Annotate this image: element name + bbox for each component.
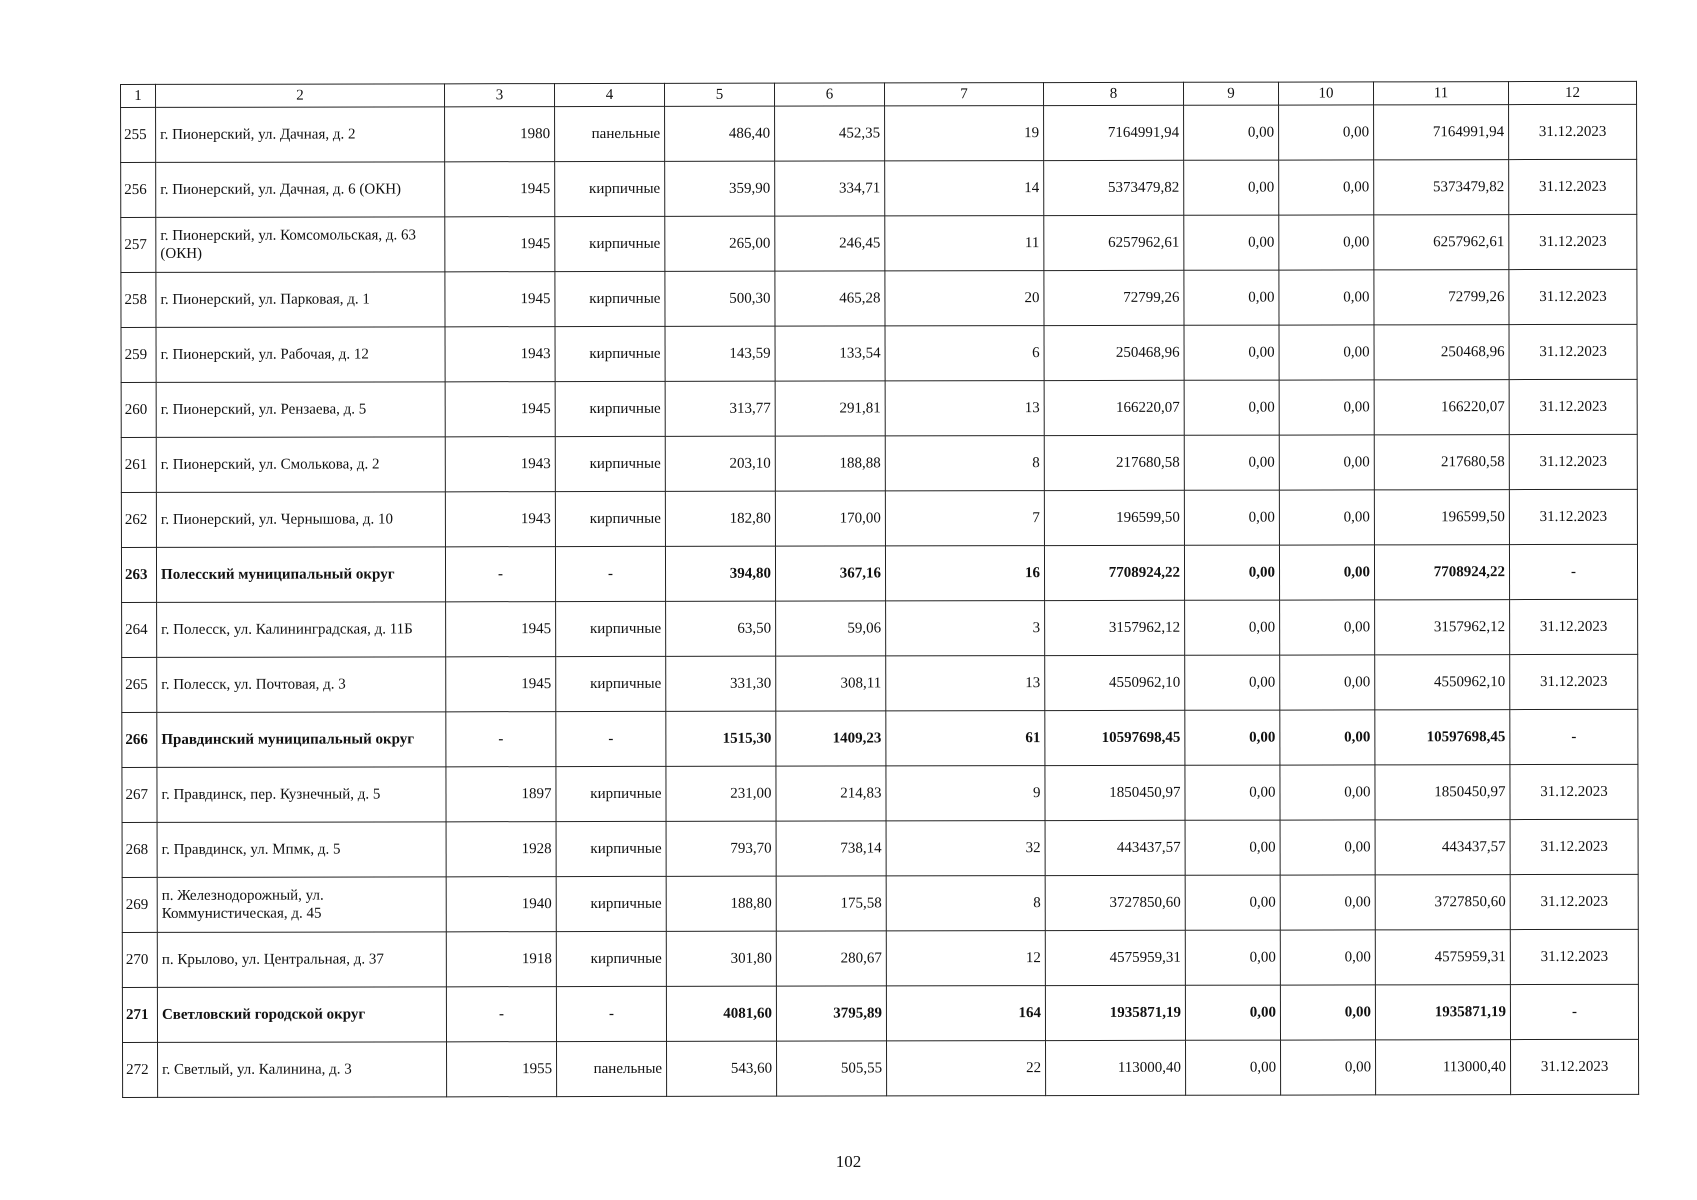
- table-row: [121, 159, 1637, 217]
- cost-budget-cell: 0,00: [1281, 1040, 1376, 1095]
- table-row: [121, 489, 1637, 547]
- cost-other-cell: 3727850,60: [1375, 875, 1510, 930]
- area-total-cell: 203,10: [665, 436, 775, 491]
- column-header-11: 11: [1373, 82, 1508, 105]
- area-total-cell: 313,77: [665, 381, 775, 436]
- cost-other-cell: 250468,96: [1374, 325, 1509, 380]
- area-total-cell: 394,80: [665, 546, 775, 601]
- year-cell: 1945: [445, 272, 555, 327]
- area-living-cell: 280,67: [776, 931, 886, 986]
- residents-cell: 11: [885, 216, 1044, 271]
- row-number: 269: [122, 877, 157, 932]
- cost-other-cell: 196599,50: [1374, 490, 1509, 545]
- residents-cell: 32: [886, 821, 1045, 876]
- row-number: 264: [122, 602, 157, 657]
- residents-cell: 13: [886, 656, 1045, 711]
- address-cell: г. Полесск, ул. Калининградская, д. 11Б: [157, 602, 446, 658]
- year-cell: 1945: [445, 162, 555, 217]
- area-living-cell: 738,14: [776, 821, 886, 876]
- area-total-cell: 143,59: [665, 326, 775, 381]
- cost-total-cell: 443437,57: [1045, 820, 1185, 875]
- table-row: [121, 269, 1637, 327]
- address-cell: г. Светлый, ул. Калинина, д. 3: [158, 1042, 447, 1098]
- year-cell: 1943: [445, 437, 555, 492]
- cost-budget-cell: 0,00: [1280, 710, 1375, 765]
- cost-fund-cell: 0,00: [1184, 325, 1279, 380]
- table-row: [122, 654, 1638, 712]
- area-total-cell: 543,60: [667, 1041, 777, 1096]
- table-row: [121, 324, 1637, 382]
- cost-fund-cell: 0,00: [1184, 105, 1279, 160]
- wall-material-cell: кирпичные: [556, 766, 666, 821]
- year-cell: 1980: [445, 107, 555, 162]
- area-total-cell: 359,90: [665, 161, 775, 216]
- cost-total-cell: 250468,96: [1044, 325, 1184, 380]
- cost-other-cell: 443437,57: [1375, 820, 1510, 875]
- table-row: [121, 434, 1637, 492]
- cost-total-cell: 6257962,61: [1044, 215, 1184, 270]
- area-living-cell: 59,06: [776, 601, 886, 656]
- table-row: [122, 929, 1638, 987]
- row-number: 267: [122, 767, 157, 822]
- column-header-7: 7: [884, 83, 1043, 106]
- address-cell: п. Крылово, ул. Центральная, д. 37: [157, 932, 446, 988]
- wall-material-cell: -: [555, 546, 665, 601]
- cost-budget-cell: 0,00: [1279, 435, 1374, 490]
- deadline-cell: -: [1510, 709, 1638, 764]
- cost-fund-cell: 0,00: [1184, 490, 1279, 545]
- cost-budget-cell: 0,00: [1279, 105, 1374, 160]
- address-cell: г. Пионерский, ул. Смолькова, д. 2: [156, 437, 445, 493]
- cost-fund-cell: 0,00: [1185, 875, 1280, 930]
- cost-total-cell: 7164991,94: [1044, 105, 1184, 160]
- cost-budget-cell: 0,00: [1279, 160, 1374, 215]
- row-number: 260: [121, 382, 156, 437]
- deadline-cell: 31.12.2023: [1509, 159, 1637, 214]
- wall-material-cell: кирпичные: [556, 821, 666, 876]
- column-header-12: 12: [1508, 81, 1636, 104]
- address-cell: г. Полесск, ул. Почтовая, д. 3: [157, 657, 446, 713]
- deadline-cell: 31.12.2023: [1511, 1039, 1639, 1094]
- residents-cell: 20: [885, 271, 1044, 326]
- row-number: 263: [121, 547, 156, 602]
- row-number: 270: [122, 932, 157, 987]
- area-total-cell: 188,80: [666, 876, 776, 931]
- residents-cell: 164: [886, 986, 1045, 1041]
- area-living-cell: 188,88: [775, 436, 885, 491]
- residents-cell: 13: [885, 381, 1044, 436]
- row-number: 257: [121, 217, 156, 272]
- deadline-cell: 31.12.2023: [1509, 324, 1637, 379]
- deadline-cell: 31.12.2023: [1509, 214, 1637, 269]
- year-cell: 1943: [445, 327, 555, 382]
- residents-cell: 8: [885, 436, 1044, 491]
- residents-cell: 19: [885, 106, 1044, 161]
- column-header-8: 8: [1043, 82, 1183, 105]
- residents-cell: 6: [885, 326, 1044, 381]
- column-header-3: 3: [445, 84, 555, 107]
- cost-budget-cell: 0,00: [1280, 820, 1375, 875]
- cost-fund-cell: 0,00: [1185, 985, 1280, 1040]
- year-cell: -: [446, 987, 556, 1042]
- cost-fund-cell: 0,00: [1185, 930, 1280, 985]
- cost-other-cell: 166220,07: [1374, 380, 1509, 435]
- wall-material-cell: кирпичные: [555, 436, 665, 491]
- area-total-cell: 182,80: [665, 491, 775, 546]
- address-cell: г. Пионерский, ул. Дачная, д. 6 (ОКН): [156, 162, 445, 218]
- column-header-2: 2: [156, 84, 445, 108]
- cost-budget-cell: 0,00: [1279, 270, 1374, 325]
- table-row: [122, 764, 1638, 822]
- row-number: 266: [122, 712, 157, 767]
- deadline-cell: 31.12.2023: [1509, 269, 1637, 324]
- year-cell: 1897: [446, 767, 556, 822]
- area-total-cell: 500,30: [665, 271, 775, 326]
- row-number: 271: [122, 987, 157, 1042]
- wall-material-cell: кирпичные: [555, 491, 665, 546]
- year-cell: 1943: [445, 492, 555, 547]
- address-cell: г. Правдинск, пер. Кузнечный, д. 5: [157, 767, 446, 823]
- area-living-cell: 367,16: [775, 546, 885, 601]
- wall-material-cell: кирпичные: [555, 271, 665, 326]
- cost-other-cell: 3157962,12: [1375, 600, 1510, 655]
- address-cell: г. Пионерский, ул. Рабочая, д. 12: [156, 327, 445, 383]
- column-header-5: 5: [664, 83, 774, 106]
- cost-total-cell: 3727850,60: [1045, 875, 1185, 930]
- cost-fund-cell: 0,00: [1185, 820, 1280, 875]
- cost-fund-cell: 0,00: [1184, 270, 1279, 325]
- residents-cell: 16: [885, 546, 1044, 601]
- cost-other-cell: 7708924,22: [1374, 545, 1509, 600]
- deadline-cell: -: [1510, 984, 1638, 1039]
- residents-cell: 3: [886, 601, 1045, 656]
- table-row: [123, 1039, 1639, 1097]
- area-total-cell: 63,50: [666, 601, 776, 656]
- row-number: 265: [122, 657, 157, 712]
- cost-budget-cell: 0,00: [1280, 600, 1375, 655]
- page-number: 102: [835, 1152, 862, 1171]
- cost-other-cell: 4550962,10: [1375, 655, 1510, 710]
- cost-budget-cell: 0,00: [1279, 490, 1374, 545]
- table-row: [121, 379, 1637, 437]
- deadline-cell: 31.12.2023: [1509, 104, 1637, 159]
- address-cell: п. Железнодорожный, ул. Коммунистическая, д. 45: [157, 877, 446, 933]
- cost-total-cell: 4575959,31: [1045, 930, 1185, 985]
- table-row: [121, 104, 1637, 162]
- row-number: 262: [121, 492, 156, 547]
- address-cell: Правдинский муниципальный округ: [157, 712, 446, 768]
- row-number: 261: [121, 437, 156, 492]
- address-cell: г. Пионерский, ул. Чернышова, д. 10: [156, 492, 445, 548]
- area-living-cell: 505,55: [777, 1041, 887, 1096]
- residents-cell: 14: [885, 161, 1044, 216]
- address-cell: г. Пионерский, ул. Рензаева, д. 5: [156, 382, 445, 438]
- area-living-cell: 452,35: [775, 106, 885, 161]
- cost-total-cell: 1935871,19: [1045, 985, 1185, 1040]
- row-number: 258: [121, 272, 156, 327]
- area-total-cell: 265,00: [665, 216, 775, 271]
- deadline-cell: 31.12.2023: [1510, 599, 1638, 654]
- area-total-cell: 793,70: [666, 821, 776, 876]
- table-row: [122, 874, 1638, 932]
- year-cell: -: [445, 547, 555, 602]
- area-total-cell: 301,80: [666, 931, 776, 986]
- cost-total-cell: 113000,40: [1046, 1040, 1186, 1095]
- residents-cell: 8: [886, 876, 1045, 931]
- deadline-cell: 31.12.2023: [1510, 654, 1638, 709]
- area-living-cell: 170,00: [775, 491, 885, 546]
- cost-budget-cell: 0,00: [1279, 545, 1374, 600]
- district-total-row: [121, 544, 1637, 602]
- table-row: [122, 819, 1638, 877]
- cost-other-cell: 1935871,19: [1375, 985, 1510, 1040]
- column-header-6: 6: [774, 83, 884, 106]
- district-total-row: [122, 709, 1638, 767]
- cost-total-cell: 3157962,12: [1045, 600, 1185, 655]
- cost-budget-cell: 0,00: [1279, 325, 1374, 380]
- column-header-9: 9: [1183, 82, 1278, 105]
- cost-fund-cell: 0,00: [1184, 215, 1279, 270]
- wall-material-cell: кирпичные: [555, 326, 665, 381]
- cost-fund-cell: 0,00: [1185, 655, 1280, 710]
- table-row: [122, 599, 1638, 657]
- housing-table: [120, 81, 1639, 1098]
- deadline-cell: -: [1509, 544, 1637, 599]
- residents-cell: 61: [886, 711, 1045, 766]
- area-total-cell: 4081,60: [666, 986, 776, 1041]
- address-cell: Полесский муниципальный округ: [156, 547, 445, 603]
- address-cell: г. Пионерский, ул. Парковая, д. 1: [156, 272, 445, 328]
- wall-material-cell: панельные: [555, 106, 665, 161]
- cost-fund-cell: 0,00: [1184, 545, 1279, 600]
- cost-budget-cell: 0,00: [1279, 215, 1374, 270]
- cost-budget-cell: 0,00: [1280, 765, 1375, 820]
- residents-cell: 12: [886, 931, 1045, 986]
- year-cell: 1945: [446, 657, 556, 712]
- year-cell: 1945: [446, 602, 556, 657]
- area-living-cell: 246,45: [775, 216, 885, 271]
- address-cell: г. Пионерский, ул. Дачная, д. 2: [156, 107, 445, 163]
- row-number: 259: [121, 327, 156, 382]
- cost-fund-cell: 0,00: [1186, 1040, 1281, 1095]
- row-number: 256: [121, 162, 156, 217]
- cost-other-cell: 5373479,82: [1374, 160, 1509, 215]
- wall-material-cell: кирпичные: [556, 931, 666, 986]
- address-cell: г. Правдинск, ул. Мпмк, д. 5: [157, 822, 446, 878]
- cost-total-cell: 72799,26: [1044, 270, 1184, 325]
- address-cell: г. Пионерский, ул. Комсомольская, д. 63 (ОКН): [156, 217, 445, 273]
- area-living-cell: 175,58: [776, 876, 886, 931]
- area-living-cell: 133,54: [775, 326, 885, 381]
- cost-fund-cell: 0,00: [1184, 160, 1279, 215]
- wall-material-cell: панельные: [557, 1041, 667, 1096]
- cost-fund-cell: 0,00: [1184, 435, 1279, 490]
- column-number-row: [121, 81, 1637, 107]
- address-cell: Светловский городской округ: [157, 987, 446, 1043]
- area-total-cell: 231,00: [666, 766, 776, 821]
- district-total-row: [122, 984, 1638, 1042]
- cost-budget-cell: 0,00: [1280, 985, 1375, 1040]
- row-number: 255: [121, 107, 156, 162]
- year-cell: -: [446, 712, 556, 767]
- row-number: 268: [122, 822, 157, 877]
- area-living-cell: 334,71: [775, 161, 885, 216]
- deadline-cell: 31.12.2023: [1509, 434, 1637, 489]
- area-living-cell: 291,81: [775, 381, 885, 436]
- residents-cell: 22: [887, 1041, 1046, 1096]
- cost-other-cell: 72799,26: [1374, 270, 1509, 325]
- cost-other-cell: 217680,58: [1374, 435, 1509, 490]
- wall-material-cell: кирпичные: [555, 216, 665, 271]
- cost-total-cell: 166220,07: [1044, 380, 1184, 435]
- document-sheet: [120, 81, 1638, 1098]
- year-cell: 1945: [445, 217, 555, 272]
- deadline-cell: 31.12.2023: [1509, 379, 1637, 434]
- area-total-cell: 331,30: [666, 656, 776, 711]
- wall-material-cell: кирпичные: [555, 381, 665, 436]
- year-cell: 1928: [446, 822, 556, 877]
- cost-other-cell: 10597698,45: [1375, 710, 1510, 765]
- cost-budget-cell: 0,00: [1280, 875, 1375, 930]
- cost-fund-cell: 0,00: [1185, 710, 1280, 765]
- column-header-10: 10: [1278, 82, 1373, 105]
- area-total-cell: 1515,30: [666, 711, 776, 766]
- cost-other-cell: 4575959,31: [1375, 930, 1510, 985]
- cost-total-cell: 5373479,82: [1044, 160, 1184, 215]
- area-living-cell: 3795,89: [776, 986, 886, 1041]
- wall-material-cell: -: [556, 986, 666, 1041]
- cost-budget-cell: 0,00: [1280, 655, 1375, 710]
- wall-material-cell: кирпичные: [556, 656, 666, 711]
- table-body: [121, 104, 1639, 1097]
- deadline-cell: 31.12.2023: [1510, 764, 1638, 819]
- year-cell: 1955: [447, 1042, 557, 1097]
- cost-total-cell: 10597698,45: [1045, 710, 1185, 765]
- wall-material-cell: кирпичные: [556, 601, 666, 656]
- cost-total-cell: 7708924,22: [1044, 545, 1184, 600]
- residents-cell: 7: [885, 491, 1044, 546]
- cost-fund-cell: 0,00: [1185, 600, 1280, 655]
- area-living-cell: 308,11: [776, 656, 886, 711]
- year-cell: 1945: [445, 382, 555, 437]
- deadline-cell: 31.12.2023: [1510, 874, 1638, 929]
- residents-cell: 9: [886, 766, 1045, 821]
- column-header-4: 4: [555, 83, 665, 106]
- deadline-cell: 31.12.2023: [1510, 929, 1638, 984]
- table-row: [121, 214, 1637, 272]
- wall-material-cell: кирпичные: [555, 161, 665, 216]
- cost-total-cell: 4550962,10: [1045, 655, 1185, 710]
- wall-material-cell: кирпичные: [556, 876, 666, 931]
- cost-other-cell: 113000,40: [1376, 1040, 1511, 1095]
- cost-total-cell: 1850450,97: [1045, 765, 1185, 820]
- year-cell: 1918: [446, 932, 556, 987]
- cost-other-cell: 7164991,94: [1374, 105, 1509, 160]
- row-number: 272: [123, 1042, 158, 1097]
- year-cell: 1940: [446, 877, 556, 932]
- cost-budget-cell: 0,00: [1279, 380, 1374, 435]
- cost-budget-cell: 0,00: [1280, 930, 1375, 985]
- cost-other-cell: 1850450,97: [1375, 765, 1510, 820]
- cost-other-cell: 6257962,61: [1374, 215, 1509, 270]
- cost-total-cell: 217680,58: [1044, 435, 1184, 490]
- area-living-cell: 214,83: [776, 766, 886, 821]
- cost-total-cell: 196599,50: [1044, 490, 1184, 545]
- area-living-cell: 1409,23: [776, 711, 886, 766]
- wall-material-cell: -: [556, 711, 666, 766]
- cost-fund-cell: 0,00: [1185, 765, 1280, 820]
- cost-fund-cell: 0,00: [1184, 380, 1279, 435]
- area-living-cell: 465,28: [775, 271, 885, 326]
- column-header-1: 1: [121, 84, 156, 107]
- deadline-cell: 31.12.2023: [1510, 819, 1638, 874]
- deadline-cell: 31.12.2023: [1509, 489, 1637, 544]
- area-total-cell: 486,40: [665, 106, 775, 161]
